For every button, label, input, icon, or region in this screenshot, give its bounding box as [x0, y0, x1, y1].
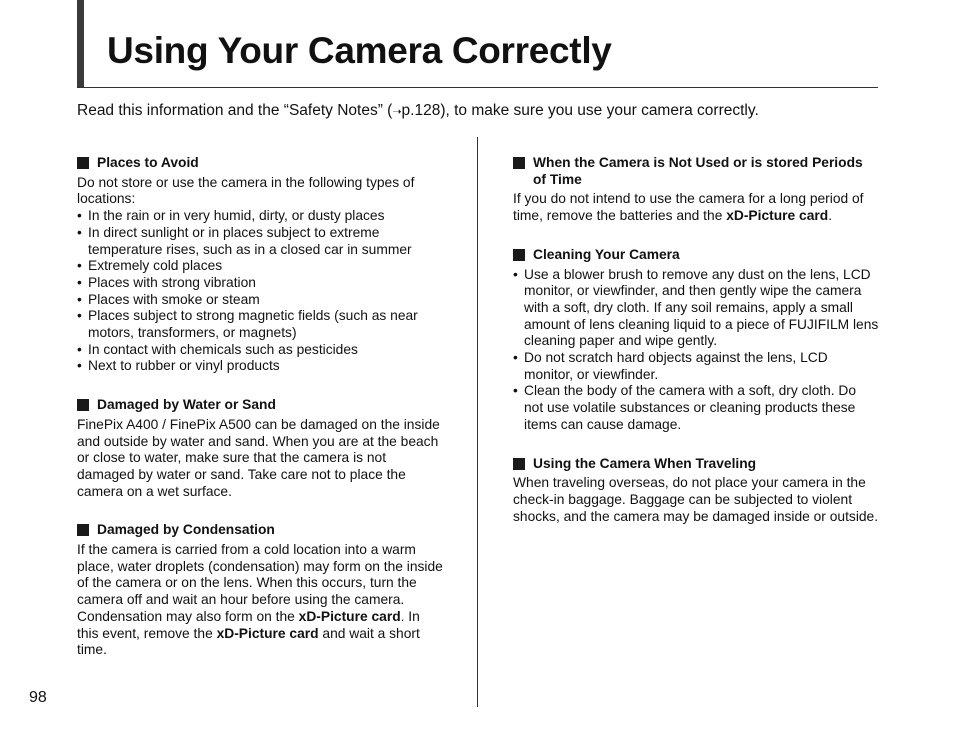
section-condensation [77, 522, 443, 659]
heading-text: Cleaning Your Camera [533, 246, 680, 262]
list-item: • Next to rubber or vinyl products [77, 358, 443, 375]
heading-text: Damaged by Condensation [97, 522, 275, 538]
square-bullet-icon [513, 458, 525, 470]
bold-term: xD-Picture card [216, 625, 319, 641]
title-underline [77, 87, 878, 88]
section-text: Do not store or use the camera in the following types of locations: [77, 174, 415, 207]
section-heading [77, 155, 443, 172]
left-column [77, 155, 443, 681]
section-text: FinePix A400 / FinePix A500 can be damaged on the inside and outside by water and sand. When you are at the beach or close to water, make sure that the camera is not damaged by water or sand. Take care not to place the camera on a wet surface. [77, 416, 440, 499]
title-accent-bar [77, 0, 84, 88]
section-text [77, 542, 443, 659]
square-bullet-icon [77, 399, 89, 411]
heading-text: Using the Camera When Traveling [533, 455, 757, 471]
section-heading [77, 397, 443, 414]
bullet-list [513, 267, 879, 434]
text-run: If you do not intend to use the camera for a long period of time, remove the batteries and the [513, 191, 864, 224]
heading-text: When the Camera is Not Used or is stored Periods of Time [533, 155, 863, 187]
list-item: • Extremely cold places [77, 258, 443, 275]
list-item: • Do not scratch hard objects against the lens, LCD monitor, or viewfinder. [513, 350, 879, 383]
list-item: • In direct sunlight or in places subject to extreme temperature rises, such as in a closed car in summer [77, 225, 443, 258]
column-divider [477, 137, 478, 707]
section-cleaning [513, 247, 879, 434]
right-column [513, 155, 879, 547]
section-heading [77, 522, 443, 539]
section-heading [513, 155, 879, 188]
list-item: • Use a blower brush to remove any dust on the lens, LCD monitor, or viewfinder, and then gently wipe the camera with a soft, dry cloth. If any soil remains, apply a small amount of lens cleaning liquid to a piece of FUJIFILM lens cleaning paper and wipe gently. [513, 267, 879, 351]
section-text: When traveling overseas, do not place your camera in the check-in baggage. Baggage can be subjected to violent shocks, and the camera may be damaged inside or outside. [513, 475, 879, 524]
page-title: Using Your Camera Correctly [107, 30, 612, 71]
heading-text: Places to Avoid [97, 155, 199, 170]
section-heading [513, 247, 879, 264]
section-not-used [513, 155, 879, 225]
text-run: and wait a short time. [77, 625, 420, 658]
section-heading [513, 456, 879, 473]
bold-term: xD-Picture card [726, 208, 829, 224]
list-item: • Places with smoke or steam [77, 292, 443, 309]
list-item: • Places subject to strong magnetic fields (such as near motors, transformers, or magnets) [77, 308, 443, 341]
intro-before: Read this information and the “Safety Notes” ( [77, 102, 393, 119]
list-item: • Places with strong vibration [77, 275, 443, 292]
text-run: . [828, 208, 833, 224]
square-bullet-icon [77, 524, 89, 536]
bold-term: xD-Picture card [298, 608, 401, 624]
list-item: • In contact with chemicals such as pesticides [77, 342, 443, 359]
text-run: If the camera is carried from a cold location into a warm place, water droplets (condensation) may form on the inside of the camera or on the lens. When this occurs, turn the camera off and wait an hour before using the camera. Condensation may also form on the [77, 542, 443, 624]
section-traveling [513, 456, 879, 526]
section-text [513, 191, 879, 224]
section-places-to-avoid [77, 155, 443, 375]
square-bullet-icon [513, 249, 525, 261]
text-run: . In this event, remove the [77, 608, 420, 641]
intro-text [77, 102, 759, 120]
list-item: • Clean the body of the camera with a soft, dry cloth. Do not use volatile substances or cleaning products these items can cause damage. [513, 383, 879, 433]
square-bullet-icon [77, 157, 89, 169]
page-number: 98 [29, 689, 47, 706]
bullet-list [77, 208, 443, 375]
heading-text: Damaged by Water or Sand [97, 397, 276, 413]
arrow-icon: ➝ [392, 105, 402, 118]
list-item: • In the rain or in very humid, dirty, or dusty places [77, 208, 443, 225]
square-bullet-icon [513, 157, 525, 169]
intro-after: p.128), to make sure you use your camera correctly. [401, 102, 759, 119]
section-water-sand [77, 397, 443, 500]
